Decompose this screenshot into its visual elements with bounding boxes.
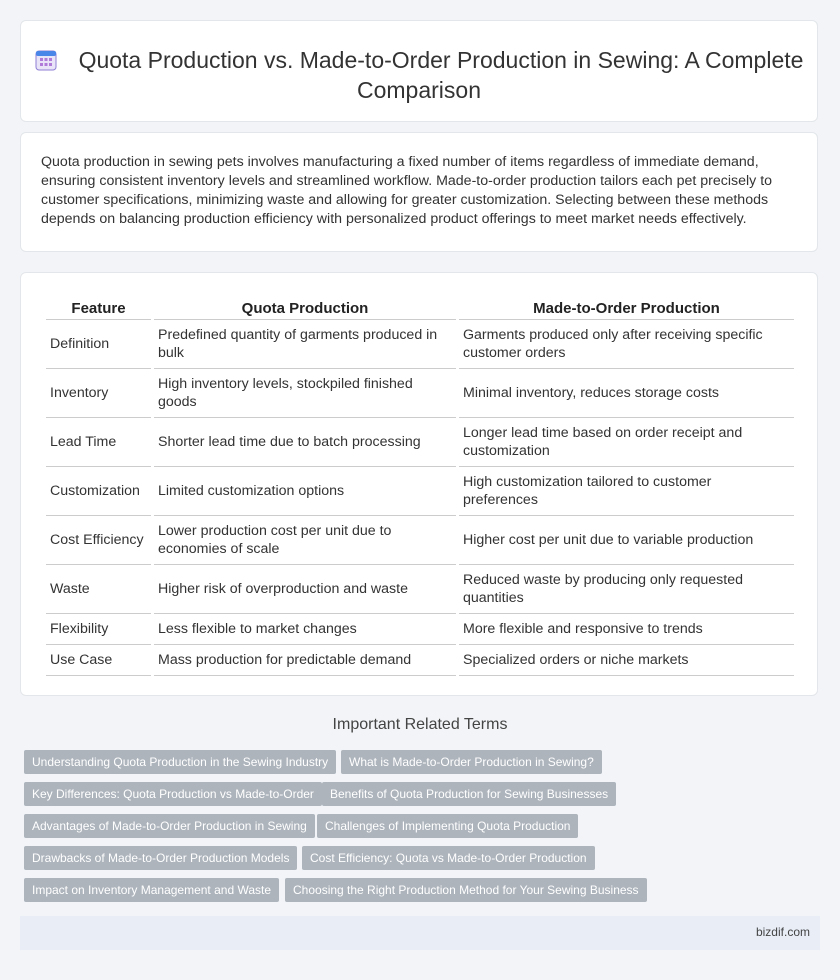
cell-feature: Use Case — [46, 645, 151, 676]
comparison-card — [20, 272, 818, 696]
related-tag[interactable]: Key Differences: Quota Production vs Made-to-Order — [24, 782, 322, 806]
table-row — [46, 320, 794, 369]
calendar-icon — [35, 49, 57, 71]
table-row — [46, 467, 794, 516]
header-made-to-order: Made-to-Order Production — [459, 297, 794, 320]
related-tag[interactable]: What is Made-to-Order Production in Sewing? — [341, 750, 602, 774]
related-tag[interactable]: Benefits of Quota Production for Sewing Businesses — [322, 782, 616, 806]
table-row — [46, 516, 794, 565]
cell-feature: Cost Efficiency — [46, 516, 151, 565]
footer — [20, 916, 820, 950]
related-tag[interactable]: Choosing the Right Production Method for Your Sewing Business — [285, 878, 647, 902]
intro-card — [20, 132, 818, 252]
cell-quota: Lower production cost per unit due to economies of scale — [154, 516, 456, 565]
cell-feature: Lead Time — [46, 418, 151, 467]
related-tag[interactable]: Cost Efficiency: Quota vs Made-to-Order Production — [302, 846, 595, 870]
comparison-table — [43, 297, 797, 676]
table-row — [46, 369, 794, 418]
table-row — [46, 645, 794, 676]
intro-paragraph: Quota production in sewing pets involves manufacturing a fixed number of items regardless of immediate demand, ensuring consistent inventory levels and streamlined workflow. Made-to-order production tailors each pet precisely to customer specifications, minimizing waste and allowing for greater customization. Selecting between these methods depends on balancing production efficiency with personalized product offerings to meet market needs effectively. — [41, 154, 773, 227]
table-row — [46, 418, 794, 467]
related-terms-title: Important Related Terms — [332, 716, 508, 733]
cell-quota: Less flexible to market changes — [154, 614, 456, 645]
header-quota: Quota Production — [154, 297, 456, 320]
cell-quota: Shorter lead time due to batch processing — [154, 418, 456, 467]
cell-made-to-order: More flexible and responsive to trends — [459, 614, 794, 645]
cell-made-to-order: Longer lead time based on order receipt and customization — [459, 418, 794, 467]
cell-quota: Higher risk of overproduction and waste — [154, 565, 456, 614]
cell-feature: Waste — [46, 565, 151, 614]
cell-feature: Flexibility — [46, 614, 151, 645]
cell-quota: Limited customization options — [154, 467, 456, 516]
header-feature: Feature — [46, 297, 151, 320]
cell-made-to-order: Garments produced only after receiving specific customer orders — [459, 320, 794, 369]
cell-quota: Predefined quantity of garments produced in bulk — [154, 320, 456, 369]
table-row — [46, 565, 794, 614]
cell-made-to-order: Minimal inventory, reduces storage costs — [459, 369, 794, 418]
table-header-row — [46, 297, 794, 320]
page-title-wrap — [21, 45, 817, 105]
related-tag[interactable]: Understanding Quota Production in the Sewing Industry — [24, 750, 336, 774]
related-tag[interactable]: Impact on Inventory Management and Waste — [24, 878, 279, 902]
page-title: Quota Production vs. Made-to-Order Production in Sewing: A Complete Comparison — [78, 47, 804, 103]
table-row — [46, 614, 794, 645]
related-tag[interactable]: Advantages of Made-to-Order Production in Sewing — [24, 814, 315, 838]
cell-feature: Inventory — [46, 369, 151, 418]
related-tag[interactable]: Challenges of Implementing Quota Production — [317, 814, 578, 838]
cell-feature: Customization — [46, 467, 151, 516]
cell-quota: High inventory levels, stockpiled finished goods — [154, 369, 456, 418]
title-card — [20, 20, 818, 122]
cell-made-to-order: High customization tailored to customer preferences — [459, 467, 794, 516]
related-tag[interactable]: Drawbacks of Made-to-Order Production Models — [24, 846, 297, 870]
cell-feature: Definition — [46, 320, 151, 369]
cell-quota: Mass production for predictable demand — [154, 645, 456, 676]
footer-site[interactable]: bizdif.com — [755, 925, 810, 939]
cell-made-to-order: Higher cost per unit due to variable production — [459, 516, 794, 565]
cell-made-to-order: Specialized orders or niche markets — [459, 645, 794, 676]
cell-made-to-order: Reduced waste by producing only requested quantities — [459, 565, 794, 614]
